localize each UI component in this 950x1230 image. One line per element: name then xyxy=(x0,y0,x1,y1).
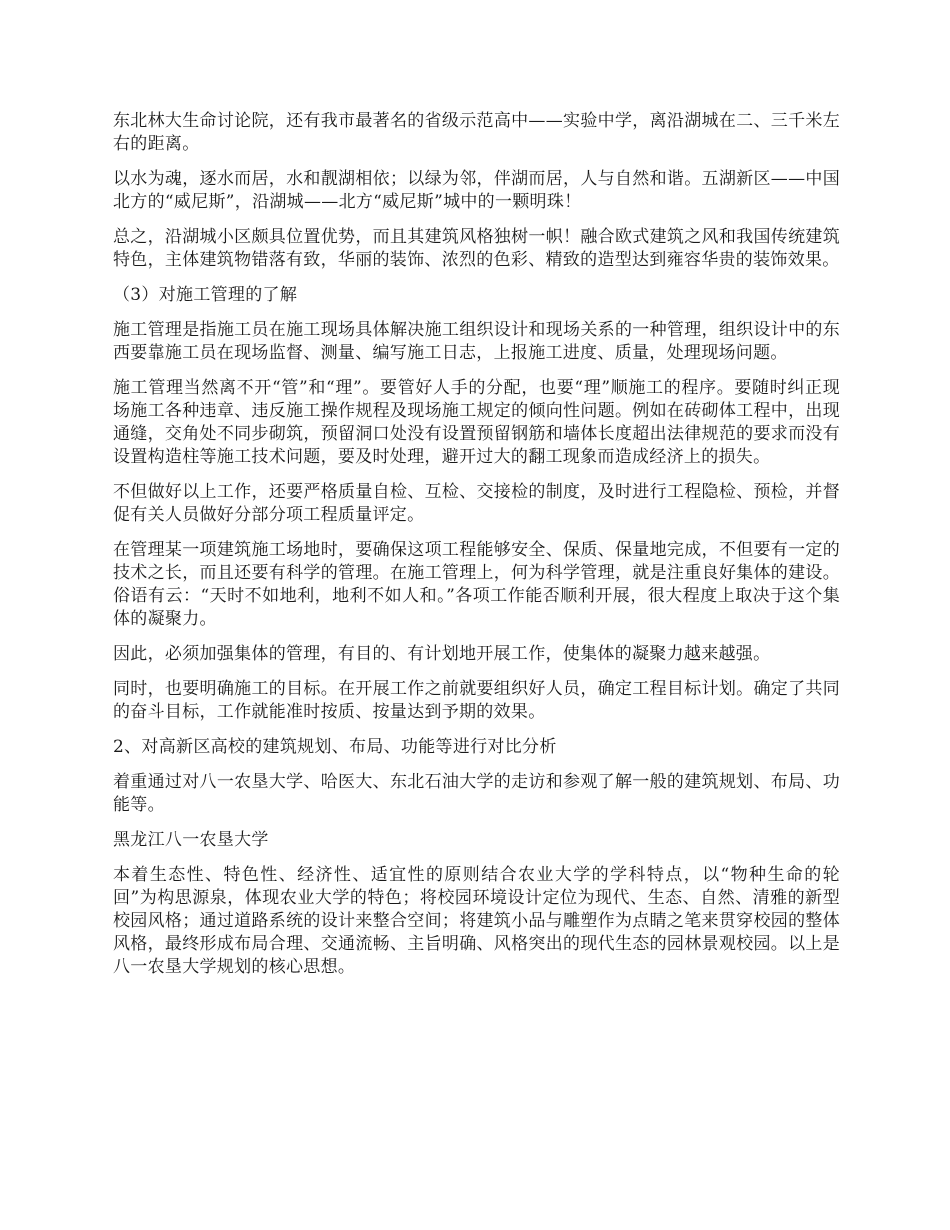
paragraph-scientific-management: 在管理某一项建筑施工场地时，要确保这项工程能够安全、保质、保量地完成，不但要有一定的技术之长，而且还要有科学的管理。在施工管理上，何为科学管理，就是注重良好集体的建设。俗语有云：“天时不如地利，地利不如人和。”各项工作能否顺利开展，很大程度上取决于这个集体的凝聚力。 xyxy=(113,540,840,629)
document-page xyxy=(113,110,840,991)
paragraph-team-cohesion: 因此，必须加强集体的管理，有目的、有计划地开展工作，使集体的凝聚力越来越强。 xyxy=(113,644,771,664)
paragraph-water-theme: 以水为魂，逐水而居，水和靓湖相依；以绿为邻，伴湖而居，人与自然和谐。五湖新区——中国北方的“威尼斯”，沿湖城——北方“威尼斯”城中的一颗明珠！ xyxy=(113,169,840,212)
paragraph-intro-school: 东北林大生命讨论院，还有我市最著名的省级示范高中——实验中学，离沿湖城在二、三千米左右的距离。 xyxy=(113,111,840,154)
paragraph-management-control: 施工管理当然离不开“管”和“理”。要管好人手的分配，也要“理”顺施工的程序。要随时纠正现场施工各种违章、违反施工操作规程及现场施工规定的倾向性问题。例如在砖砌体工程中，出现通缝，交角处不同步砌筑，预留洞口处没有设置预留钢筋和墙体长度超出法律规范的要求而没有设置构造柱等施工技术问题，要及时处理，避开过大的翻工现象而造成经济上的损失。 xyxy=(113,378,840,467)
paragraph-management-definition: 施工管理是指施工员在施工现场具体解决施工组织设计和现场关系的一种管理，组织设计中的东西要靠施工员在现场监督、测量、编写施工日志，上报施工进度、质量，处理现场问题。 xyxy=(113,320,840,363)
paragraph-summary: 总之，沿湖城小区颇具位置优势，而且其建筑风格独树一帜！融合欧式建筑之风和我国传统建筑特色，主体建筑物错落有致，华丽的装饰、浓烈的色彩、精致的造型达到雍容华贵的装饰效果。 xyxy=(113,227,840,270)
paragraph-goals: 同时，也要明确施工的目标。在开展工作之前就要组织好人员，确定工程目标计划。确定了共同的奋斗目标，工作就能准时按质、按量达到予期的效果。 xyxy=(113,679,840,722)
section-heading-construction-management: （3）对施工管理的了解 xyxy=(113,285,298,305)
section-heading-campus-comparison: 2、对高新区高校的建筑规划、布局、功能等进行对比分析 xyxy=(113,737,557,757)
subheading-bayi-university: 黑龙江八一农垦大学 xyxy=(113,830,269,850)
paragraph-bayi-planning: 本着生态性、特色性、经济性、适宜性的原则结合农业大学的学科特点，以“物种生命的轮回”为构思源泉，体现农业大学的特色；将校园环境设计定位为现代、生态、自然、清雅的新型校园风格；通过道路系统的设计来整合空间；将建筑小品与雕塑作为点睛之笔来贯穿校园的整体风格，最终形成布局合理、交通流畅、主旨明确、风格突出的现代生态的园林景观校园。以上是八一农垦大学规划的核心思想。 xyxy=(113,865,840,977)
paragraph-visit-overview: 着重通过对八一农垦大学、哈医大、东北石油大学的走访和参观了解一般的建筑规划、布局、功能等。 xyxy=(113,772,840,815)
paragraph-quality-check: 不但做好以上工作，还要严格质量自检、互检、交接检的制度，及时进行工程隐检、预检，并督促有关人员做好分部分项工程质量评定。 xyxy=(113,482,840,525)
